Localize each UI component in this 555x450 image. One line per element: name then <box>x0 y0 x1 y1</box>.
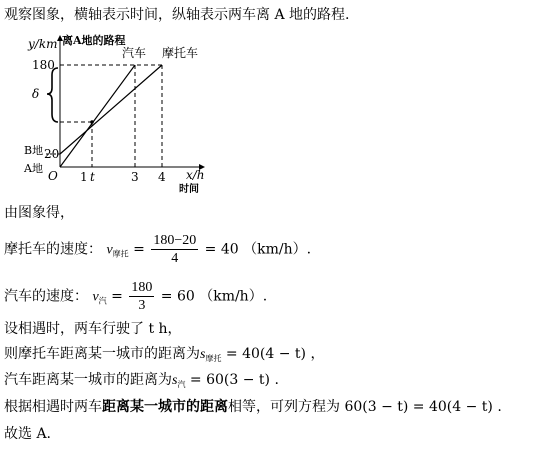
line-derive: 由图象得， <box>4 205 74 221</box>
x-tick-t: t <box>90 170 95 184</box>
y-axis-label: y/km <box>28 37 58 51</box>
car-legend: 汽车 <box>122 46 147 60</box>
motorcycle-speed-denominator: 4 <box>171 251 179 266</box>
x-tick-4: 4 <box>158 170 166 184</box>
car-distance-sub: 汽 <box>177 380 186 389</box>
line-car-speed <box>4 279 267 314</box>
motorcycle-speed-result: = 40 （km/h）. <box>204 241 312 258</box>
line-motorcycle-distance <box>4 345 324 368</box>
y-tick-20: 20 <box>44 147 60 161</box>
car-speed-prefix: 汽车的速度： <box>4 288 88 305</box>
intro-text: 观察图象，横轴表示时间，纵轴表示两车离 A 地的路程. <box>4 7 350 23</box>
car-speed-numerator: 180 <box>131 280 153 295</box>
car-distance-s: s <box>172 373 178 388</box>
x-axis-label: x/h <box>186 168 205 182</box>
motorcycle-speed-prefix: 摩托车的速度： <box>4 241 102 258</box>
origin-label: O <box>48 169 58 183</box>
line-answer: 故选 A. <box>4 426 52 442</box>
motorcycle-distance-s: s <box>200 347 206 362</box>
graph-title: 离A地的路程 <box>62 34 126 47</box>
meeting-point <box>90 120 94 124</box>
x-axis-sublabel: 时间 <box>179 184 199 195</box>
car-speed-result: = 60 （km/h）. <box>160 288 268 305</box>
equals-sign: = <box>133 241 145 258</box>
car-speed-fraction <box>129 279 154 314</box>
delta-label: δ <box>32 87 40 101</box>
line-car-distance <box>4 371 279 394</box>
equals-sign: = <box>111 288 123 305</box>
car-distance-expr: = 60(3 − t) . <box>189 372 279 388</box>
car-line <box>60 65 135 167</box>
motorcycle-speed-fraction <box>151 232 198 267</box>
motorcycle-speed-sub: 摩托 <box>112 249 129 259</box>
x-tick-1: 1 <box>80 170 88 184</box>
motorcycle-line <box>60 65 162 154</box>
distance-time-graph <box>22 30 222 195</box>
y-tick-180: 180 <box>32 58 55 72</box>
equation-part-a: 根据相遇时两车 <box>4 399 102 415</box>
motorcycle-speed-numerator: 180−20 <box>153 233 197 248</box>
equation-part-c: 相等，可列方程为 60(3 − t) = 40(4 − t) . <box>228 399 502 415</box>
car-speed-v: v <box>92 289 99 305</box>
car-speed-denominator: 3 <box>138 298 146 313</box>
x-tick-3: 3 <box>131 170 139 184</box>
motorcycle-legend: 摩托车 <box>162 46 199 60</box>
equation-part-b: 距离某一城市的距离 <box>102 399 228 415</box>
line-assume: 设相遇时，两车行驶了 t h， <box>4 321 182 337</box>
delta-brace <box>47 68 58 122</box>
motorcycle-distance-sub: 摩托 <box>205 354 222 363</box>
car-speed-sub: 汽 <box>98 296 107 306</box>
motorcycle-speed-v: v <box>106 242 113 258</box>
a-label: A地 <box>24 162 43 175</box>
motorcycle-distance-expr: = 40(4 − t) ， <box>225 346 325 362</box>
car-distance-prefix: 汽车距离某一城市的距离为 <box>4 372 172 388</box>
line-equation <box>4 398 502 416</box>
b-label: B地 <box>24 144 44 157</box>
line-motorcycle-speed <box>4 232 311 267</box>
motorcycle-distance-prefix: 则摩托车距离某一城市的距离为 <box>4 346 200 362</box>
